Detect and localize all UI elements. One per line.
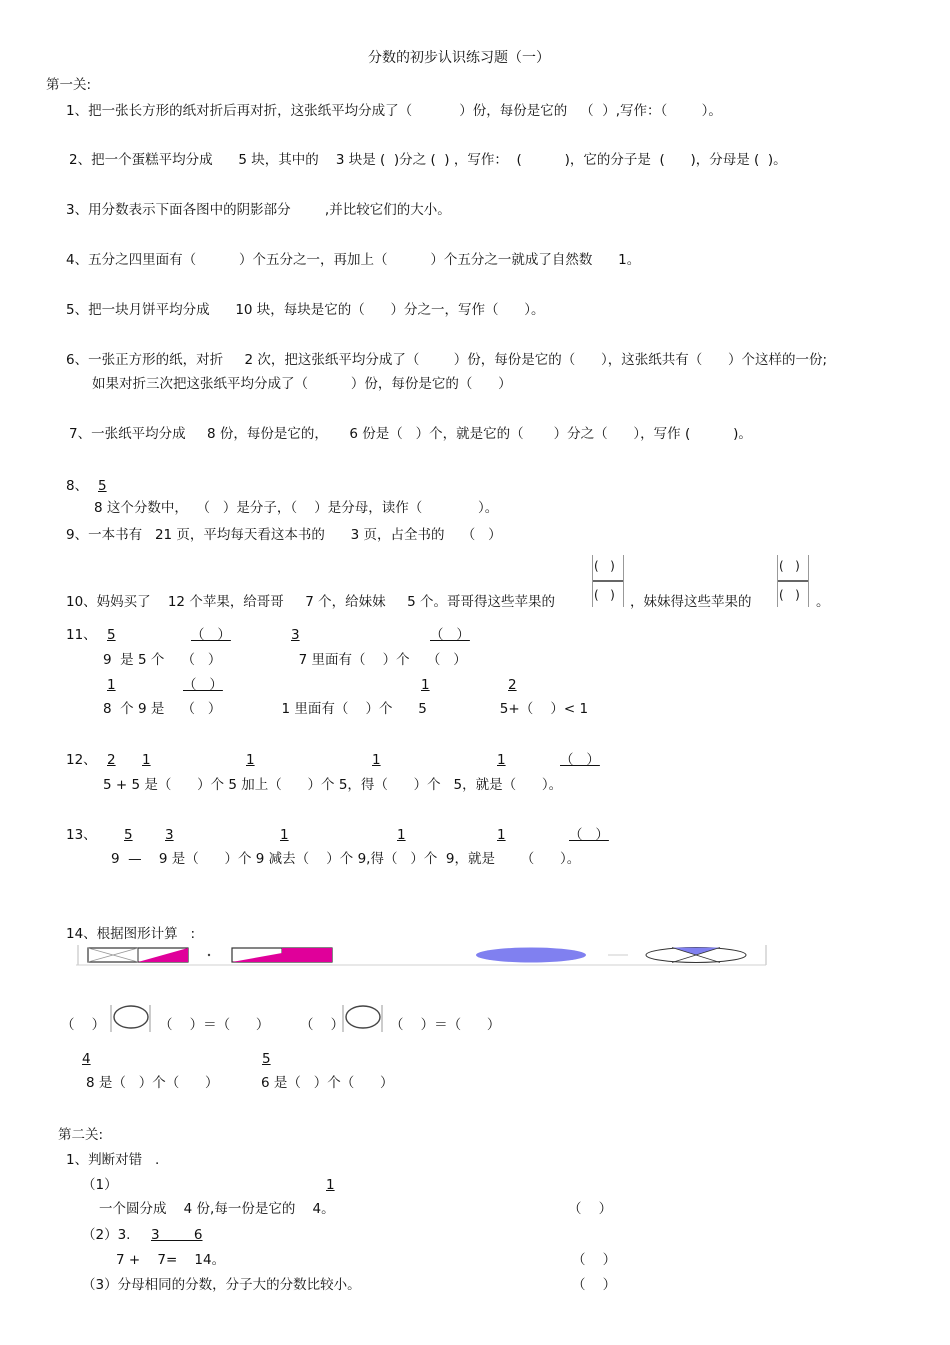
divided-circle-figure xyxy=(646,948,746,963)
q13-line: 9 — 9 是（ ）个 9 减去（ ）个 9,得（ ）个 9，就是 （ ）。 xyxy=(111,851,581,867)
q13-numerator-3: 1 xyxy=(280,827,289,843)
q14-blank-d: （ ）＝（ ） xyxy=(390,1017,501,1033)
q11-numerator-4: 1 xyxy=(421,677,430,693)
rectangle-figure-2 xyxy=(232,948,332,962)
q14-line-2: 6 是（ ）个（ ） xyxy=(261,1075,394,1091)
q12-numerator-1: 2 xyxy=(107,752,116,768)
q12-numerator-5: 1 xyxy=(497,752,506,768)
fraction-box-numerator: ( ) xyxy=(779,559,800,573)
question-10-end: 。 xyxy=(816,594,830,610)
q11-numerator-1: 5 xyxy=(107,627,116,643)
page-title: 分数的初步认识练习题（一） xyxy=(368,50,550,66)
judge-1-text: 一个圆分成 4 份,每一份是它的 4。 xyxy=(99,1201,335,1217)
question-10-text-a: 10、妈妈买了 12 个苹果，给哥哥 7 个，给妹妹 5 个。哥哥得这些苹果的 xyxy=(66,594,555,610)
q11-fraction-blank-3: （ ） xyxy=(183,677,223,693)
judge-1-numerator: 1 xyxy=(326,1177,335,1193)
q13-numerator-4: 1 xyxy=(397,827,406,843)
fraction-box-sister xyxy=(777,555,809,607)
question-11-label: 11、 xyxy=(66,627,97,643)
q12-numerator-4: 1 xyxy=(372,752,381,768)
q11-fraction-blank-2: （ ） xyxy=(430,627,470,643)
judge-1-label: （1） xyxy=(82,1177,118,1193)
q12-line: 5 + 5 是（ ）个 5 加上（ ）个 5，得（ ）个 5，就是（ ）。 xyxy=(103,777,563,793)
judge-3-answer-blank: （ ） xyxy=(572,1277,617,1293)
question-8-text: 8 这个分数中， （ ）是分子，（ ）是分母，读作（ ）。 xyxy=(94,500,499,516)
fraction-bar xyxy=(778,580,808,582)
section-one-heading: 第一关: xyxy=(46,77,92,93)
q11-numerator-3: 1 xyxy=(107,677,116,693)
question-12-label: 12、 xyxy=(66,752,97,768)
q11-line-1: 9 是 5 个 （ ） 7 里面有（ ）个 （ ） xyxy=(103,652,467,668)
plus-dot xyxy=(208,954,210,956)
question-5: 5、把一块月饼平均分成 10 块，每块是它的（ ）分之一，写作（ ）。 xyxy=(66,302,545,318)
q11-fraction-blank-1: （ ） xyxy=(191,627,231,643)
fraction-box-denominator: ( ) xyxy=(594,588,615,602)
blue-ellipse-figure xyxy=(476,948,586,963)
fraction-box-numerator: ( ) xyxy=(594,559,615,573)
question-2: 2、把一个蛋糕平均分成 5 块，其中的 3 块是 ( )分之 ( ) ，写作： ( )，它的分子是 ( )，分母是 ( )。 xyxy=(69,152,787,168)
section2-question-1: 1、判断对错 . xyxy=(66,1152,160,1168)
question-7: 7、一张纸平均分成 8 份，每份是它的， 6 份是（ ）个，就是它的（ ）分之（ ），写作 ( )。 xyxy=(69,426,752,442)
q13-numerator-1: 5 xyxy=(124,827,133,843)
q11-numerator-2: 3 xyxy=(291,627,300,643)
fraction-box-denominator: ( ) xyxy=(779,588,800,602)
question-9: 9、一本书有 21 页，平均每天看这本书的 3 页，占全书的 （ ） xyxy=(66,527,502,543)
question-3: 3、用分数表示下面各图中的阴影部分 ,并比较它们的大小。 xyxy=(66,202,451,218)
q14-line-1: 8 是（ ）个（ ） xyxy=(86,1075,219,1091)
question-6-line2: 如果对折三次把这张纸平均分成了（ ）份，每份是它的（ ） xyxy=(92,376,512,392)
q13-fraction-blank: （ ） xyxy=(569,827,609,843)
q11-numerator-5: 2 xyxy=(508,677,517,693)
judge-2-label: （2）3. xyxy=(82,1227,131,1243)
q13-numerator-2: 3 xyxy=(165,827,174,843)
fraction-bar xyxy=(593,580,623,582)
q14-blank-b: （ ）＝（ ） xyxy=(159,1017,270,1033)
q13-numerator-5: 1 xyxy=(497,827,506,843)
judge-3-text: （3）分母相同的分数，分子大的分数比较小。 xyxy=(82,1277,361,1293)
question-6-line1: 6、一张正方形的纸，对折 2 次，把这张纸平均分成了（ ）份，每份是它的（ ），这张纸共有（ ）个这样的一份; xyxy=(66,352,828,368)
q14-blank-c: （ ） xyxy=(300,1017,345,1033)
rectangle-figure-1 xyxy=(88,948,188,962)
question-10-text-b: ，妹妹得这些苹果的 xyxy=(630,594,752,610)
q12-numerator-3: 1 xyxy=(246,752,255,768)
question-14: 14、根据图形计算 : xyxy=(66,926,196,942)
judge-2-numerators: 3 6 xyxy=(151,1227,203,1243)
question-13-label: 13、 xyxy=(66,827,97,843)
q12-numerator-2: 1 xyxy=(142,752,151,768)
judge-1-answer-blank: （ ） xyxy=(568,1201,613,1217)
question-1: 1、把一张长方形的纸对折后再对折，这张纸平均分成了（ ）份，每份是它的 （ ）,写作：（ ）。 xyxy=(66,103,722,119)
judge-2-text: 7 + 7= 14。 xyxy=(116,1252,226,1268)
q14-numerator-1: 4 xyxy=(82,1051,91,1067)
section-two-heading: 第二关: xyxy=(58,1127,104,1143)
judge-2-answer-blank: （ ） xyxy=(572,1252,617,1268)
question-4: 4、五分之四里面有（ ）个五分之一，再加上（ ）个五分之一就成了自然数 1。 xyxy=(66,252,641,268)
q11-line-2: 8 个 9 是 （ ） 1 里面有（ ）个 5 5+（ ）< 1 xyxy=(103,701,589,717)
q14-figure-strip xyxy=(76,944,776,968)
question-8-numerator: 5 xyxy=(98,478,107,494)
question-8-label: 8、 xyxy=(66,478,89,494)
q12-fraction-blank: （ ） xyxy=(560,752,600,768)
fraction-box-brother xyxy=(592,555,624,607)
q14-circle-icon-2 xyxy=(342,1004,386,1034)
q14-numerator-2: 5 xyxy=(262,1051,271,1067)
q14-circle-icon-1 xyxy=(110,1004,154,1034)
q14-blank-a: （ ） xyxy=(61,1017,106,1033)
